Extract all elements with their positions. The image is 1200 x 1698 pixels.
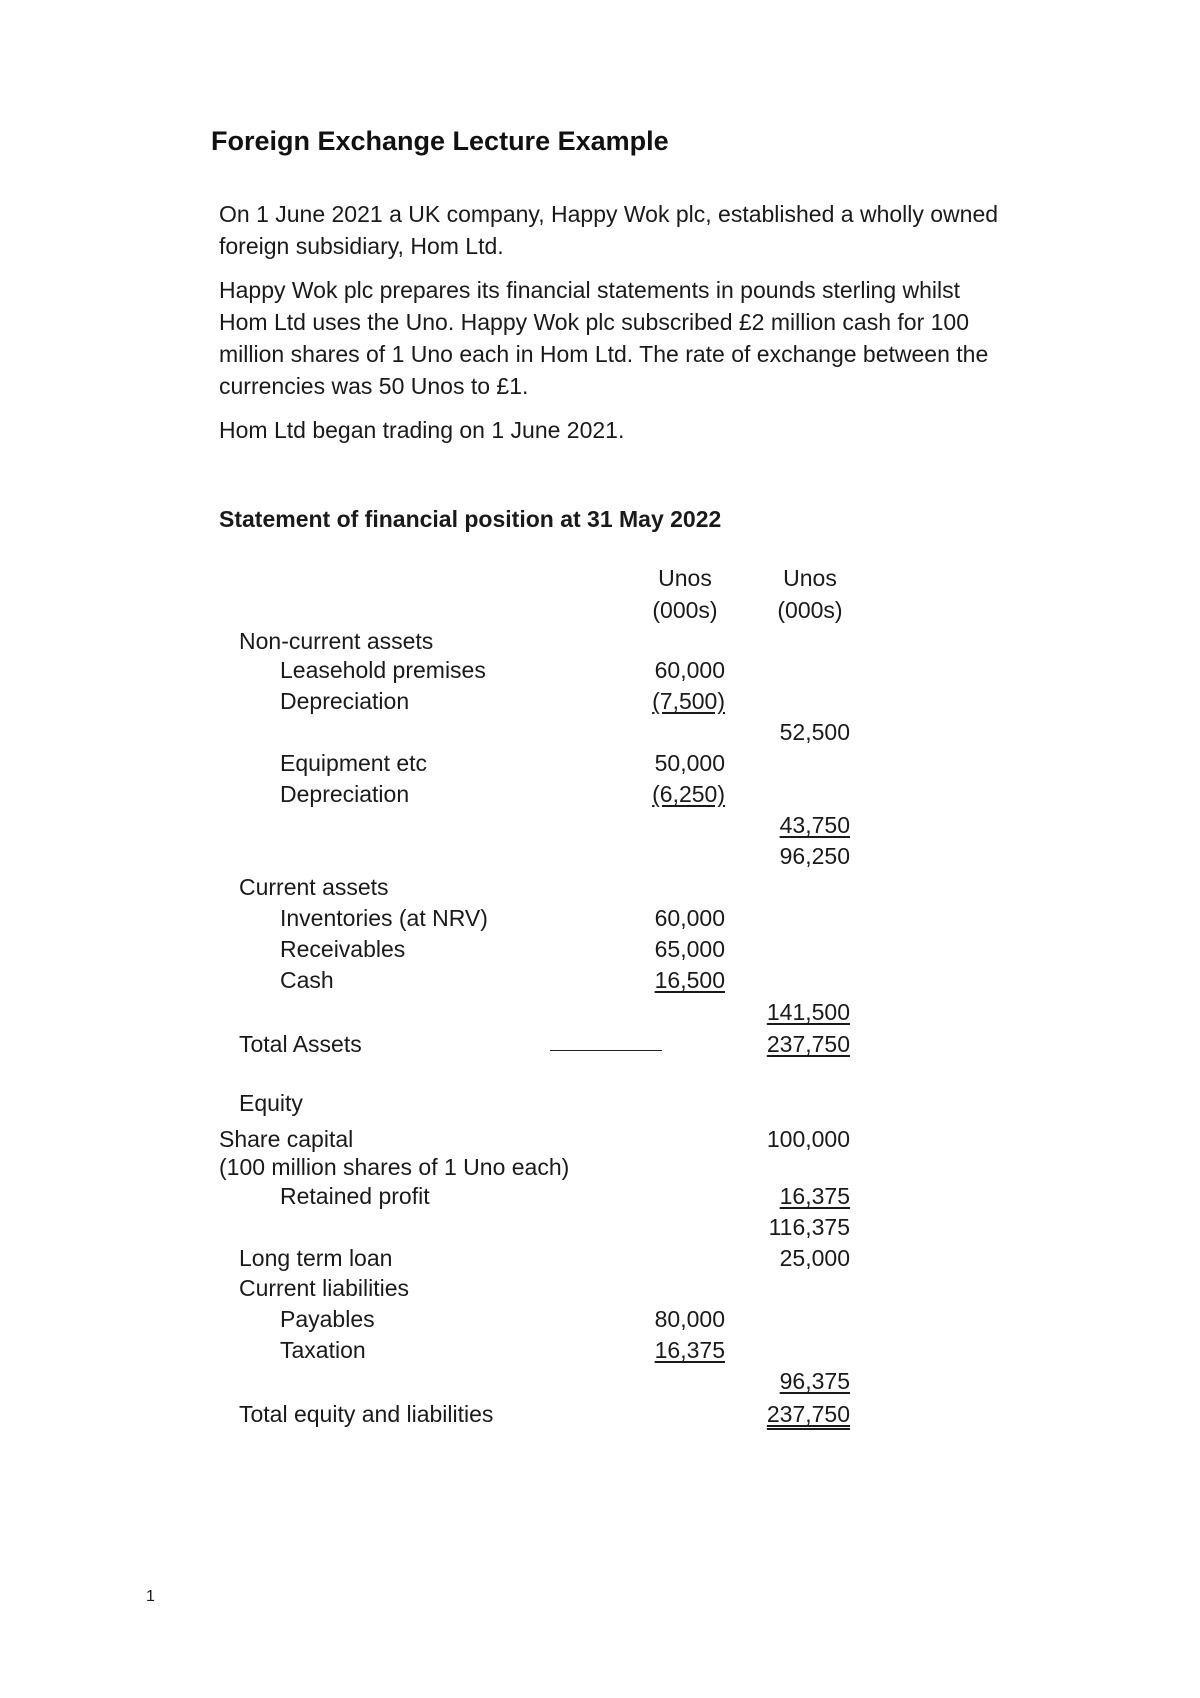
payables-value: 80,000 <box>654 1306 725 1332</box>
taxation-value: 16,375 <box>654 1337 725 1363</box>
intro-paragraph-1: On 1 June 2021 a UK company, Happy Wok plc, established a wholly owned foreign subsidiary, Hom Ltd. <box>219 201 999 259</box>
depreciation-label-1: Depreciation <box>280 688 410 714</box>
taxation-label: Taxation <box>280 1337 366 1363</box>
total-current-liabilities-value: 96,375 <box>779 1368 850 1394</box>
depreciation-value-2: (6,250) <box>652 781 725 807</box>
share-capital-note: (100 million shares of 1 Uno each) <box>219 1154 570 1180</box>
equity-label: Equity <box>239 1090 303 1116</box>
equipment-label: Equipment etc <box>280 750 428 776</box>
current-liabilities-label: Current liabilities <box>239 1275 410 1301</box>
page-title: Foreign Exchange Lecture Example <box>211 126 669 156</box>
receivables-value: 65,000 <box>654 936 725 962</box>
non-current-assets-label: Non-current assets <box>239 628 434 654</box>
equipment-net-value: 43,750 <box>779 812 850 838</box>
total-equity-value: 116,375 <box>768 1214 850 1240</box>
payables-label: Payables <box>280 1306 375 1332</box>
col-header-2-sub: (000s) <box>777 597 843 623</box>
col-header-2: Unos <box>783 565 837 591</box>
long-term-loan-label: Long term loan <box>239 1245 393 1271</box>
leasehold-premises-label: Leasehold premises <box>280 657 486 683</box>
long-term-loan-value: 25,000 <box>779 1245 850 1271</box>
current-assets-label: Current assets <box>239 874 389 900</box>
depreciation-value-1: (7,500) <box>652 688 725 714</box>
retained-profit-value: 16,375 <box>779 1183 850 1209</box>
cash-label: Cash <box>280 967 334 993</box>
inventories-label: Inventories (at NRV) <box>280 905 488 931</box>
depreciation-label-2: Depreciation <box>280 781 410 807</box>
total-assets-value: 237,750 <box>766 1031 850 1057</box>
total-non-current-value: 96,250 <box>779 843 850 869</box>
leasehold-premises-value: 60,000 <box>654 657 725 683</box>
intro-paragraph-3: Hom Ltd began trading on 1 June 2021. <box>219 417 625 443</box>
cash-value: 16,500 <box>654 967 725 993</box>
col-header-1: Unos <box>658 565 712 591</box>
equipment-value: 50,000 <box>654 750 725 776</box>
intro-paragraph-2: Happy Wok plc prepares its financial statements in pounds sterling whilst Hom Ltd uses the Uno. Happy Wok plc subscribed £2 million cash for 100 million shares of 1 Uno each in Hom Ltd. The rate of exchange between the currencies was 50 Unos to £1. <box>219 277 989 399</box>
page-number: 1 <box>146 1588 155 1605</box>
total-equity-liabilities-label: Total equity and liabilities <box>239 1401 494 1427</box>
total-equity-liabilities-value: 237,750 <box>766 1401 850 1427</box>
share-capital-value: 100,000 <box>766 1126 850 1152</box>
inventories-value: 60,000 <box>654 905 725 931</box>
leasehold-net-value: 52,500 <box>779 719 850 745</box>
intro-text <box>219 198 999 458</box>
share-capital-label: Share capital <box>219 1126 354 1152</box>
col-header-1-sub: (000s) <box>652 597 718 623</box>
statement-heading: Statement of financial position at 31 May 2022 <box>219 506 722 532</box>
total-assets-label: Total Assets <box>239 1031 362 1057</box>
receivables-label: Receivables <box>280 936 406 962</box>
total-assets-rule <box>550 1050 662 1051</box>
retained-profit-label: Retained profit <box>280 1183 430 1209</box>
total-current-assets-value: 141,500 <box>766 999 850 1025</box>
